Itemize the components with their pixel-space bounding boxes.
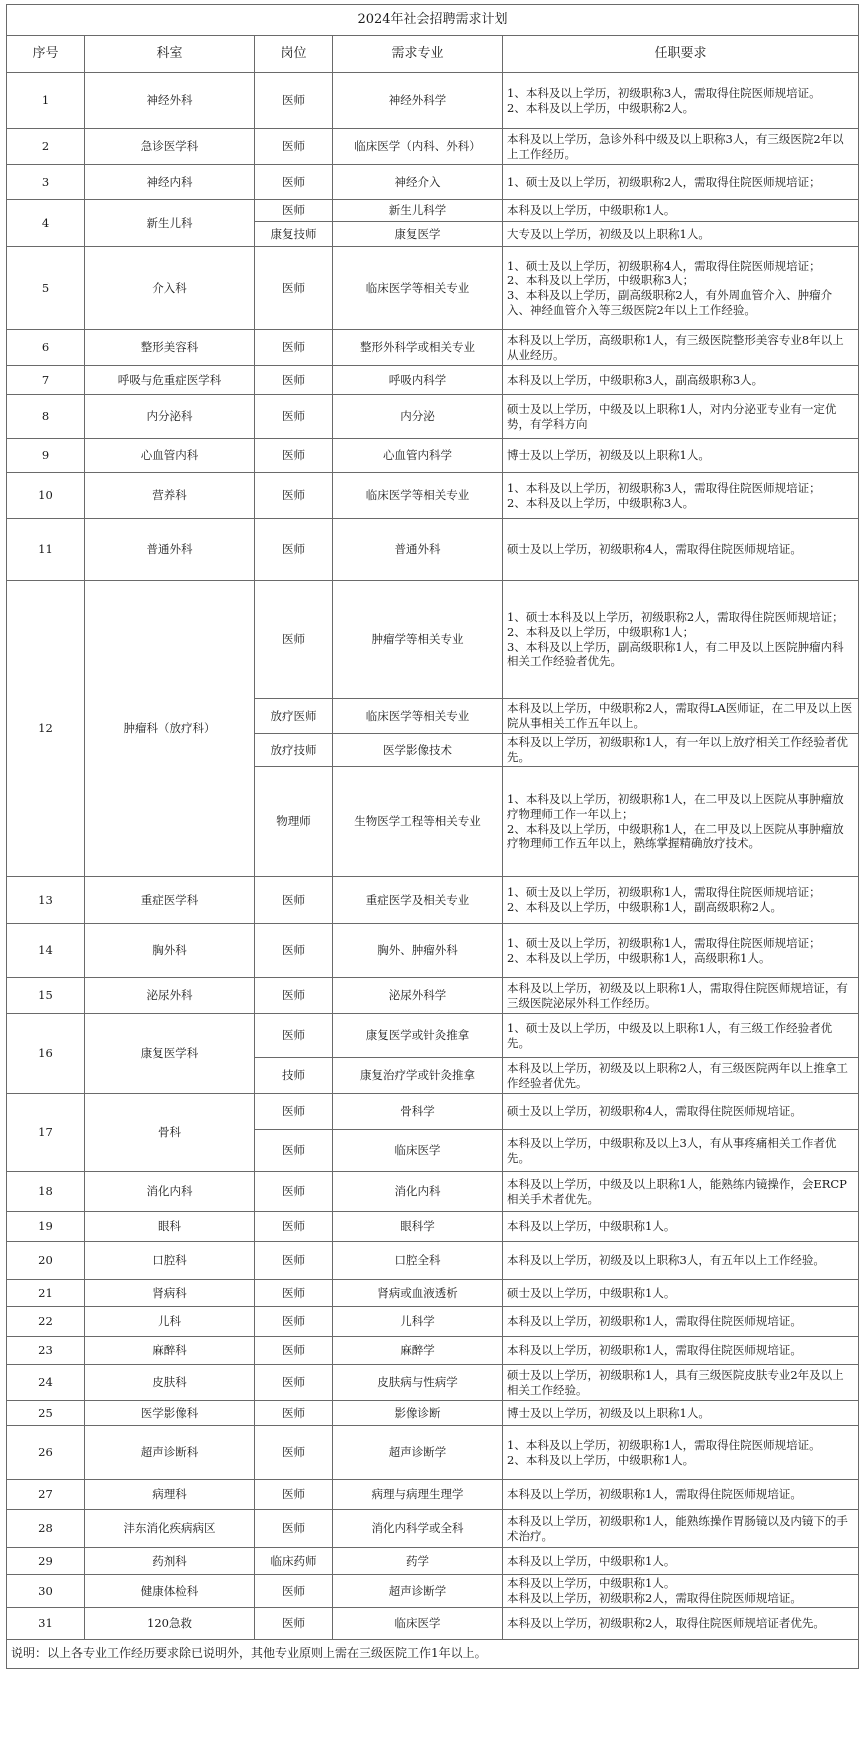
cell-department: 药剂科 bbox=[85, 1548, 255, 1575]
cell-requirements bbox=[503, 247, 859, 330]
table-row bbox=[7, 1401, 859, 1426]
cell-no: 18 bbox=[7, 1172, 85, 1212]
cell-requirements bbox=[503, 877, 859, 924]
cell-major: 超声诊断学 bbox=[333, 1575, 503, 1608]
cell-requirements bbox=[503, 1094, 859, 1130]
cell-post: 医师 bbox=[255, 129, 333, 165]
cell-post: 医师 bbox=[255, 978, 333, 1014]
requirement-line: 本科及以上学历，高级职称1人，有三级医院整形美容专业8年以上从业经历。 bbox=[507, 332, 844, 362]
cell-department: 重症医学科 bbox=[85, 877, 255, 924]
requirement-line: 硕士及以上学历，中级职称1人。 bbox=[507, 1285, 676, 1300]
cell-requirements bbox=[503, 1307, 859, 1337]
requirement-line: 2、本科及以上学历，中级职称3人。 bbox=[507, 495, 695, 510]
requirement-line: 本科及以上学历，初级及以上职称2人，有三级医院两年以上推拿工作经验者优先。 bbox=[507, 1060, 848, 1090]
cell-no: 11 bbox=[7, 519, 85, 581]
cell-department: 泌尿外科 bbox=[85, 978, 255, 1014]
table-row bbox=[7, 366, 859, 395]
table-row bbox=[7, 129, 859, 165]
cell-requirements bbox=[503, 978, 859, 1014]
cell-no: 28 bbox=[7, 1510, 85, 1548]
requirement-line: 本科及以上学历，初级及以上职称3人，有五年以上工作经验。 bbox=[507, 1253, 825, 1268]
cell-department: 眼科 bbox=[85, 1212, 255, 1242]
requirement-line: 本科及以上学历，中级职称1人。 bbox=[507, 203, 676, 218]
cell-requirements bbox=[503, 734, 859, 767]
requirement-line: 本科及以上学历，中级职称1人。 bbox=[507, 1576, 676, 1591]
cell-no: 5 bbox=[7, 247, 85, 330]
cell-department: 肿瘤科（放疗科） bbox=[85, 581, 255, 877]
requirement-line: 1、硕士本科及以上学历，初级职称2人，需取得住院医师规培证； bbox=[507, 610, 844, 625]
header-requirements: 任职要求 bbox=[503, 36, 859, 73]
cell-no: 9 bbox=[7, 439, 85, 473]
cell-requirements bbox=[503, 1212, 859, 1242]
cell-major: 肾病或血液透析 bbox=[333, 1280, 503, 1307]
cell-major: 神经介入 bbox=[333, 165, 503, 200]
cell-department: 病理科 bbox=[85, 1480, 255, 1510]
cell-no: 24 bbox=[7, 1365, 85, 1401]
requirement-line: 硕士及以上学历，初级职称4人，需取得住院医师规培证。 bbox=[507, 1104, 802, 1119]
cell-requirements bbox=[503, 1548, 859, 1575]
cell-department: 整形美容科 bbox=[85, 330, 255, 366]
cell-department: 肾病科 bbox=[85, 1280, 255, 1307]
table-body bbox=[7, 73, 859, 1640]
requirement-line: 2、本科及以上学历，中级职称2人。 bbox=[507, 100, 695, 115]
cell-post: 物理师 bbox=[255, 767, 333, 877]
cell-requirements bbox=[503, 1242, 859, 1280]
requirement-line: 大专及以上学历，初级及以上职称1人。 bbox=[507, 226, 710, 241]
cell-requirements bbox=[503, 1510, 859, 1548]
cell-major: 儿科学 bbox=[333, 1307, 503, 1337]
cell-no: 6 bbox=[7, 330, 85, 366]
cell-major: 消化内科 bbox=[333, 1172, 503, 1212]
cell-post: 医师 bbox=[255, 1130, 333, 1172]
cell-post: 医师 bbox=[255, 1212, 333, 1242]
cell-department: 神经内科 bbox=[85, 165, 255, 200]
requirement-line: 1、本科及以上学历，初级职称3人，需取得住院医师规培证。 bbox=[507, 85, 821, 100]
cell-major: 消化内科学或全科 bbox=[333, 1510, 503, 1548]
cell-no: 16 bbox=[7, 1014, 85, 1094]
cell-no: 17 bbox=[7, 1094, 85, 1172]
table-row bbox=[7, 1337, 859, 1365]
cell-major: 病理与病理生理学 bbox=[333, 1480, 503, 1510]
cell-major: 重症医学及相关专业 bbox=[333, 877, 503, 924]
cell-major: 泌尿外科学 bbox=[333, 978, 503, 1014]
table-row bbox=[7, 924, 859, 978]
cell-department: 口腔科 bbox=[85, 1242, 255, 1280]
cell-post: 医师 bbox=[255, 581, 333, 699]
cell-department: 神经外科 bbox=[85, 73, 255, 129]
cell-no: 30 bbox=[7, 1575, 85, 1608]
recruitment-table bbox=[6, 4, 859, 1669]
cell-requirements bbox=[503, 366, 859, 395]
cell-requirements bbox=[503, 1480, 859, 1510]
cell-major: 肿瘤学等相关专业 bbox=[333, 581, 503, 699]
cell-major: 神经外科学 bbox=[333, 73, 503, 129]
cell-department: 介入科 bbox=[85, 247, 255, 330]
cell-department: 普通外科 bbox=[85, 519, 255, 581]
cell-no: 3 bbox=[7, 165, 85, 200]
header-row bbox=[7, 36, 859, 73]
cell-no: 27 bbox=[7, 1480, 85, 1510]
cell-post: 医师 bbox=[255, 439, 333, 473]
requirement-line: 本科及以上学历，急诊外科中级及以上职称3人，有三级医院2年以上工作经历。 bbox=[507, 131, 844, 161]
cell-requirements bbox=[503, 1426, 859, 1480]
requirement-line: 本科及以上学历，初级职称2人，需取得住院医师规培证。 bbox=[507, 1591, 802, 1605]
table-row bbox=[7, 73, 859, 129]
cell-post: 医师 bbox=[255, 1575, 333, 1608]
requirement-line: 本科及以上学历，初级及以上职称1人，需取得住院医师规培证，有三级医院泌尿外科工作经历。 bbox=[507, 980, 848, 1010]
cell-no: 29 bbox=[7, 1548, 85, 1575]
cell-department: 胸外科 bbox=[85, 924, 255, 978]
table-row bbox=[7, 200, 859, 222]
cell-requirements bbox=[503, 129, 859, 165]
requirement-line: 本科及以上学历，初级职称1人，有一年以上放疗相关工作经验者优先。 bbox=[507, 735, 848, 764]
cell-major: 临床医学等相关专业 bbox=[333, 699, 503, 734]
cell-department: 超声诊断科 bbox=[85, 1426, 255, 1480]
table-row bbox=[7, 1094, 859, 1130]
requirement-line: 1、硕士及以上学历，初级职称1人，需取得住院医师规培证； bbox=[507, 935, 821, 950]
cell-major: 医学影像技术 bbox=[333, 734, 503, 767]
cell-major: 口腔全科 bbox=[333, 1242, 503, 1280]
cell-requirements bbox=[503, 200, 859, 222]
cell-no: 26 bbox=[7, 1426, 85, 1480]
cell-major: 康复医学或针灸推拿 bbox=[333, 1014, 503, 1058]
table-row bbox=[7, 1307, 859, 1337]
requirement-line: 2、本科及以上学历，中级职称1人。 bbox=[507, 1452, 695, 1467]
requirement-line: 1、硕士及以上学历，中级及以上职称1人，有三级工作经验者优先。 bbox=[507, 1020, 833, 1050]
cell-no: 31 bbox=[7, 1608, 85, 1640]
cell-department: 心血管内科 bbox=[85, 439, 255, 473]
cell-post: 医师 bbox=[255, 473, 333, 519]
footnote: 说明：以上各专业工作经历要求除已说明外，其他专业原则上需在三级医院工作1年以上。 bbox=[7, 1640, 859, 1669]
cell-post: 医师 bbox=[255, 1480, 333, 1510]
cell-requirements bbox=[503, 73, 859, 129]
header-post: 岗位 bbox=[255, 36, 333, 73]
cell-no: 19 bbox=[7, 1212, 85, 1242]
cell-requirements bbox=[503, 924, 859, 978]
requirement-line: 本科及以上学历，中级及以上职称1人，能熟练内镜操作，会ERCP相关手术者优先。 bbox=[507, 1176, 847, 1206]
table-row bbox=[7, 1575, 859, 1608]
cell-post: 放疗技师 bbox=[255, 734, 333, 767]
table-row bbox=[7, 1242, 859, 1280]
cell-department: 新生儿科 bbox=[85, 200, 255, 247]
cell-requirements bbox=[503, 439, 859, 473]
cell-no: 21 bbox=[7, 1280, 85, 1307]
cell-major: 胸外、肿瘤外科 bbox=[333, 924, 503, 978]
cell-post: 医师 bbox=[255, 1172, 333, 1212]
table-row bbox=[7, 1480, 859, 1510]
header-no: 序号 bbox=[7, 36, 85, 73]
table-row bbox=[7, 330, 859, 366]
cell-requirements bbox=[503, 395, 859, 439]
cell-post: 医师 bbox=[255, 1365, 333, 1401]
cell-no: 23 bbox=[7, 1337, 85, 1365]
cell-post: 医师 bbox=[255, 1426, 333, 1480]
cell-post: 医师 bbox=[255, 247, 333, 330]
cell-major: 整形外科学或相关专业 bbox=[333, 330, 503, 366]
cell-department: 120急救 bbox=[85, 1608, 255, 1640]
cell-department: 消化内科 bbox=[85, 1172, 255, 1212]
cell-department: 呼吸与危重症医学科 bbox=[85, 366, 255, 395]
cell-requirements bbox=[503, 1608, 859, 1640]
table-row bbox=[7, 395, 859, 439]
cell-requirements bbox=[503, 1058, 859, 1094]
cell-department: 骨科 bbox=[85, 1094, 255, 1172]
cell-post: 医师 bbox=[255, 1094, 333, 1130]
requirement-line: 2、本科及以上学历，中级职称1人，高级职称1人。 bbox=[507, 950, 771, 965]
requirement-line: 本科及以上学历，初级职称1人，能熟练操作胃肠镜以及内镜下的手术治疗。 bbox=[507, 1513, 848, 1543]
cell-major: 影像诊断 bbox=[333, 1401, 503, 1426]
cell-major: 药学 bbox=[333, 1548, 503, 1575]
cell-major: 临床医学（内科、外科） bbox=[333, 129, 503, 165]
table-row bbox=[7, 1212, 859, 1242]
cell-post: 医师 bbox=[255, 330, 333, 366]
recruitment-plan bbox=[6, 4, 858, 1669]
cell-department: 沣东消化疾病病区 bbox=[85, 1510, 255, 1548]
cell-requirements bbox=[503, 1575, 859, 1608]
cell-post: 医师 bbox=[255, 1014, 333, 1058]
requirement-line: 本科及以上学历，初级职称1人，需取得住院医师规培证。 bbox=[507, 1487, 802, 1502]
cell-department: 康复医学科 bbox=[85, 1014, 255, 1094]
requirement-line: 本科及以上学历，初级职称2人，取得住院医师规培证者优先。 bbox=[507, 1616, 825, 1631]
cell-no: 7 bbox=[7, 366, 85, 395]
table-row bbox=[7, 1172, 859, 1212]
cell-no: 20 bbox=[7, 1242, 85, 1280]
cell-no: 1 bbox=[7, 73, 85, 129]
requirement-line: 1、本科及以上学历，初级职称1人，需取得住院医师规培证。 bbox=[507, 1437, 821, 1452]
cell-requirements bbox=[503, 1130, 859, 1172]
cell-post: 医师 bbox=[255, 1280, 333, 1307]
requirement-line: 硕士及以上学历，初级职称1人，具有三级医院皮肤专业2年及以上相关工作经验。 bbox=[507, 1367, 844, 1397]
cell-no: 13 bbox=[7, 877, 85, 924]
cell-major: 康复治疗学或针灸推拿 bbox=[333, 1058, 503, 1094]
cell-post: 医师 bbox=[255, 877, 333, 924]
table-row bbox=[7, 519, 859, 581]
requirement-line: 本科及以上学历，中级职称3人，副高级职称3人。 bbox=[507, 372, 764, 387]
cell-no: 25 bbox=[7, 1401, 85, 1426]
table-row bbox=[7, 247, 859, 330]
cell-major: 临床医学等相关专业 bbox=[333, 473, 503, 519]
cell-requirements bbox=[503, 165, 859, 200]
requirement-line: 本科及以上学历，中级职称2人，需取得LA医师证，在二甲及以上医院从事相关工作五年以上。 bbox=[507, 701, 853, 730]
cell-post: 医师 bbox=[255, 1510, 333, 1548]
cell-major: 皮肤病与性病学 bbox=[333, 1365, 503, 1401]
requirement-line: 博士及以上学历，初级及以上职称1人。 bbox=[507, 1405, 710, 1420]
requirement-line: 3、本科及以上学历，副高级职称2人，有外周血管介入、肿瘤介入、神经血管介入等三级医院2年以上工作经验。 bbox=[507, 288, 833, 317]
cell-post: 康复技师 bbox=[255, 222, 333, 247]
cell-post: 医师 bbox=[255, 395, 333, 439]
cell-post: 医师 bbox=[255, 1337, 333, 1365]
requirement-line: 博士及以上学历，初级及以上职称1人。 bbox=[507, 448, 710, 463]
cell-no: 4 bbox=[7, 200, 85, 247]
requirement-line: 本科及以上学历，中级职称及以上3人，有从事疼痛相关工作者优先。 bbox=[507, 1135, 837, 1165]
requirement-line: 1、硕士及以上学历，初级职称1人，需取得住院医师规培证； bbox=[507, 885, 821, 900]
header-department: 科室 bbox=[85, 36, 255, 73]
cell-major: 普通外科 bbox=[333, 519, 503, 581]
requirement-line: 2、本科及以上学历，中级职称1人； bbox=[507, 624, 695, 639]
cell-major: 内分泌 bbox=[333, 395, 503, 439]
requirement-line: 硕士及以上学历，中级及以上职称1人，对内分泌亚专业有一定优势，有学科方向 bbox=[507, 401, 837, 431]
cell-requirements bbox=[503, 330, 859, 366]
table-title: 2024年社会招聘需求计划 bbox=[7, 5, 859, 36]
cell-requirements bbox=[503, 1280, 859, 1307]
requirement-line: 1、本科及以上学历，初级职称3人，需取得住院医师规培证； bbox=[507, 480, 821, 495]
cell-department: 营养科 bbox=[85, 473, 255, 519]
cell-requirements bbox=[503, 1014, 859, 1058]
cell-no: 15 bbox=[7, 978, 85, 1014]
cell-post: 医师 bbox=[255, 1608, 333, 1640]
table-row bbox=[7, 1608, 859, 1640]
cell-post: 医师 bbox=[255, 73, 333, 129]
cell-requirements bbox=[503, 1365, 859, 1401]
cell-major: 康复医学 bbox=[333, 222, 503, 247]
cell-post: 医师 bbox=[255, 366, 333, 395]
cell-no: 8 bbox=[7, 395, 85, 439]
requirement-line: 硕士及以上学历，初级职称4人，需取得住院医师规培证。 bbox=[507, 542, 802, 557]
cell-department: 医学影像科 bbox=[85, 1401, 255, 1426]
requirement-line: 本科及以上学历，中级职称1人。 bbox=[507, 1553, 676, 1568]
cell-major: 眼科学 bbox=[333, 1212, 503, 1242]
cell-department: 内分泌科 bbox=[85, 395, 255, 439]
table-row bbox=[7, 1426, 859, 1480]
cell-requirements bbox=[503, 1172, 859, 1212]
requirement-line: 本科及以上学历，初级职称1人，需取得住院医师规培证。 bbox=[507, 1343, 802, 1358]
cell-department: 皮肤科 bbox=[85, 1365, 255, 1401]
cell-no: 22 bbox=[7, 1307, 85, 1337]
cell-major: 临床医学等相关专业 bbox=[333, 247, 503, 330]
cell-post: 医师 bbox=[255, 165, 333, 200]
cell-requirements bbox=[503, 767, 859, 877]
cell-department: 麻醉科 bbox=[85, 1337, 255, 1365]
cell-major: 新生儿科学 bbox=[333, 200, 503, 222]
cell-department: 健康体检科 bbox=[85, 1575, 255, 1608]
cell-no: 12 bbox=[7, 581, 85, 877]
cell-requirements bbox=[503, 519, 859, 581]
cell-major: 呼吸内科学 bbox=[333, 366, 503, 395]
cell-major: 超声诊断学 bbox=[333, 1426, 503, 1480]
table-row bbox=[7, 978, 859, 1014]
cell-department: 急诊医学科 bbox=[85, 129, 255, 165]
table-row bbox=[7, 165, 859, 200]
table-row bbox=[7, 473, 859, 519]
cell-post: 技师 bbox=[255, 1058, 333, 1094]
table-row bbox=[7, 1280, 859, 1307]
requirement-line: 2、本科及以上学历，中级职称3人； bbox=[507, 273, 695, 288]
cell-major: 临床医学 bbox=[333, 1608, 503, 1640]
cell-major: 临床医学 bbox=[333, 1130, 503, 1172]
requirement-line: 1、硕士及以上学历，初级职称2人，需取得住院医师规培证； bbox=[507, 174, 821, 189]
requirement-line: 本科及以上学历，初级职称1人，需取得住院医师规培证。 bbox=[507, 1314, 802, 1329]
requirement-line: 2、本科及以上学历，中级职称1人，在二甲及以上医院从事肿瘤放疗物理师工作五年以上，熟练掌握精确放疗技术。 bbox=[507, 821, 844, 851]
cell-post: 医师 bbox=[255, 1242, 333, 1280]
cell-major: 骨科学 bbox=[333, 1094, 503, 1130]
cell-requirements bbox=[503, 1401, 859, 1426]
table-row bbox=[7, 1510, 859, 1548]
cell-requirements bbox=[503, 581, 859, 699]
cell-requirements bbox=[503, 699, 859, 734]
cell-major: 心血管内科学 bbox=[333, 439, 503, 473]
cell-post: 医师 bbox=[255, 1307, 333, 1337]
cell-no: 2 bbox=[7, 129, 85, 165]
requirement-line: 1、本科及以上学历，初级职称1人，在二甲及以上医院从事肿瘤放疗物理师工作一年以上； bbox=[507, 792, 844, 821]
header-major: 需求专业 bbox=[333, 36, 503, 73]
cell-post: 医师 bbox=[255, 519, 333, 581]
table-row bbox=[7, 439, 859, 473]
cell-post: 放疗医师 bbox=[255, 699, 333, 734]
cell-requirements bbox=[503, 222, 859, 247]
cell-no: 14 bbox=[7, 924, 85, 978]
requirement-line: 1、硕士及以上学历，初级职称4人，需取得住院医师规培证； bbox=[507, 258, 821, 273]
cell-no: 10 bbox=[7, 473, 85, 519]
cell-post: 医师 bbox=[255, 924, 333, 978]
table-row bbox=[7, 1014, 859, 1058]
cell-requirements bbox=[503, 1337, 859, 1365]
table-row bbox=[7, 877, 859, 924]
cell-major: 麻醉学 bbox=[333, 1337, 503, 1365]
table-row bbox=[7, 1365, 859, 1401]
requirement-line: 本科及以上学历，中级职称1人。 bbox=[507, 1219, 676, 1234]
requirement-line: 2、本科及以上学历，中级职称1人，副高级职称2人。 bbox=[507, 900, 782, 914]
cell-requirements bbox=[503, 473, 859, 519]
table-row bbox=[7, 1548, 859, 1575]
cell-post: 医师 bbox=[255, 200, 333, 222]
cell-post: 医师 bbox=[255, 1401, 333, 1426]
cell-post: 临床药师 bbox=[255, 1548, 333, 1575]
cell-major: 生物医学工程等相关专业 bbox=[333, 767, 503, 877]
table-row bbox=[7, 581, 859, 699]
requirement-line: 3、本科及以上学历，副高级职称1人，有二甲及以上医院肿瘤内科相关工作经验者优先。 bbox=[507, 639, 844, 669]
cell-department: 儿科 bbox=[85, 1307, 255, 1337]
